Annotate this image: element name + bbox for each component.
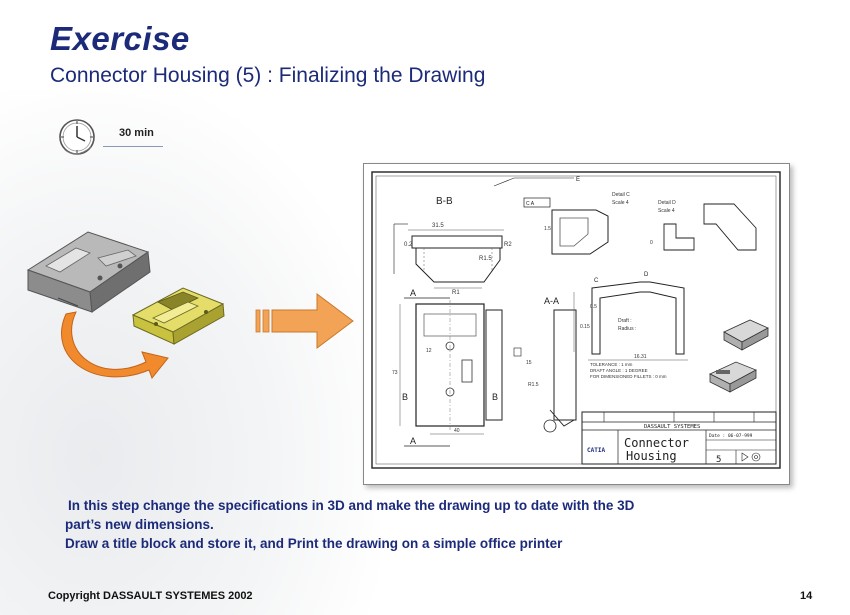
description-line-3: Draw a title block and store it, and Print the drawing on a simple office printer <box>65 536 563 551</box>
description-line-2: part’s new dimensions. <box>65 517 214 532</box>
svg-text:R1: R1 <box>452 290 460 296</box>
section-marker-a <box>404 288 450 446</box>
side-view <box>486 310 576 432</box>
front-view <box>392 300 498 434</box>
title-block-part-line1: Connector <box>624 436 690 450</box>
svg-text:Scale 4: Scale 4 <box>658 208 675 214</box>
iso-view-small <box>710 320 768 392</box>
connector-parts-illustration <box>18 220 228 390</box>
clock-icon <box>57 117 101 161</box>
svg-text:0.2: 0.2 <box>404 242 413 248</box>
svg-text:0.5: 0.5 <box>590 304 597 310</box>
title-block <box>582 412 776 465</box>
section-view-bb <box>394 196 512 296</box>
grey-connector-part <box>28 232 150 312</box>
page-title: Exercise <box>50 20 190 57</box>
title-block-date: Date : 06-07-999 <box>709 434 753 439</box>
svg-text:Radius :: Radius : <box>618 326 637 332</box>
svg-text:0: 0 <box>650 240 653 246</box>
svg-text:Detail D: Detail D <box>658 200 676 206</box>
label-section-aa: A-A <box>544 296 560 306</box>
svg-text:R2: R2 <box>504 242 512 248</box>
svg-text:R1.5: R1.5 <box>528 382 539 388</box>
page-number: 14 <box>800 590 813 602</box>
catia-logo: CATIA <box>587 447 606 454</box>
svg-text:C A: C A <box>526 201 535 207</box>
title-block-part-line2: Housing <box>626 449 677 463</box>
duration-label: 30 min <box>119 127 154 139</box>
page-subtitle: Connector Housing (5) : Finalizing the Drawing <box>50 64 486 87</box>
description-line-1: In this step change the specifications in 3D and make the drawing up to date with the 3D <box>68 498 635 513</box>
section-view-aa <box>544 272 688 379</box>
title-block-sheet: 5 <box>716 455 722 465</box>
svg-text:31.5: 31.5 <box>432 223 444 229</box>
svg-text:DRAFT ANGLE : 1 DEGREE: DRAFT ANGLE : 1 DEGREE <box>590 368 648 373</box>
svg-text:40: 40 <box>454 428 460 434</box>
yellow-connector-part <box>133 288 224 344</box>
svg-text:B: B <box>492 392 499 402</box>
svg-text:TOLERANCE : 1 mm: TOLERANCE : 1 mm <box>590 362 633 367</box>
svg-text:16.31: 16.31 <box>634 354 647 360</box>
right-arrow-icon <box>255 292 360 352</box>
svg-text:12: 12 <box>426 348 432 354</box>
technical-drawing <box>363 163 790 485</box>
svg-text:0.15: 0.15 <box>580 324 590 330</box>
svg-text:E: E <box>576 177 581 183</box>
svg-text:Scale 4: Scale 4 <box>612 200 629 206</box>
svg-text:A: A <box>410 436 417 446</box>
duration-underline <box>103 146 163 147</box>
svg-text:15: 15 <box>526 360 532 366</box>
svg-text:73: 73 <box>392 370 398 376</box>
svg-text:D: D <box>644 272 649 278</box>
label-section-bb: B-B <box>436 196 453 207</box>
svg-text:Detail C: Detail C <box>612 192 630 198</box>
svg-text:B: B <box>402 392 409 402</box>
svg-text:Draft :: Draft : <box>618 318 632 324</box>
detail-view-c <box>612 192 756 250</box>
svg-text:FOR DIMENSIONED FILLETS : 0 mm: FOR DIMENSIONED FILLETS : 0 mm <box>590 374 667 379</box>
copyright-footer: Copyright DASSAULT SYSTEMES 2002 <box>48 590 253 602</box>
title-block-company: DASSAULT SYSTEMES <box>644 424 701 430</box>
exercise-description <box>65 496 785 553</box>
svg-text:R1.5: R1.5 <box>479 256 492 262</box>
svg-text:1.5: 1.5 <box>544 226 551 232</box>
svg-text:A: A <box>410 288 417 298</box>
svg-text:C: C <box>594 278 599 284</box>
